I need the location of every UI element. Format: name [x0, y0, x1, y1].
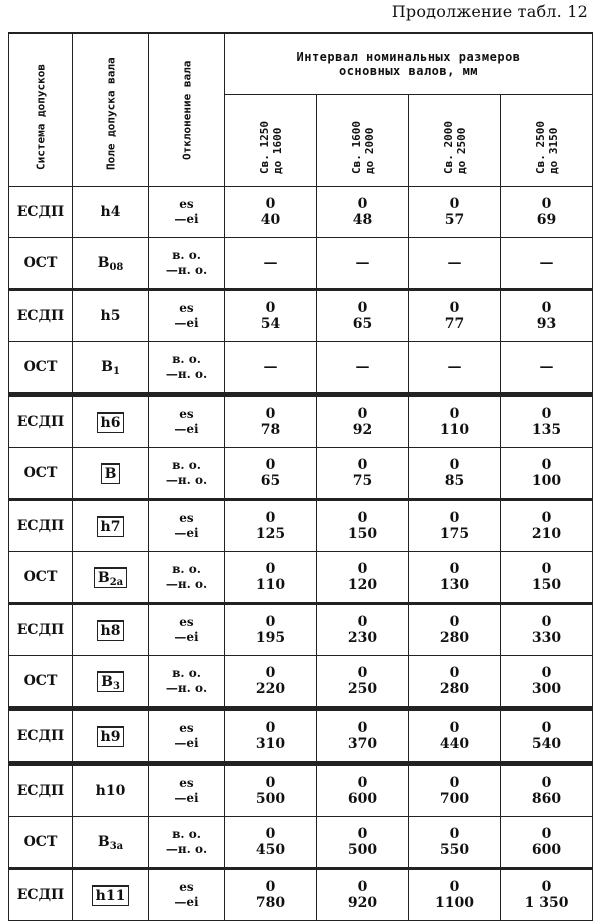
- table-body: [9, 187, 593, 921]
- value-upper: 0: [265, 614, 276, 630]
- value-cell: [317, 869, 409, 921]
- field-cell: [73, 764, 149, 817]
- field-label: h8: [100, 622, 121, 639]
- value-upper: 0: [357, 300, 368, 316]
- value-upper: —: [263, 359, 278, 375]
- value-lower: 110: [439, 422, 470, 438]
- value-cell: [225, 709, 317, 764]
- value-upper: 0: [357, 826, 368, 842]
- value-cell: [317, 817, 409, 869]
- value-upper: 0: [449, 300, 460, 316]
- deviation-cell: [149, 290, 225, 342]
- deviation-upper: в. о.: [172, 352, 201, 366]
- deviation-cell: [149, 764, 225, 817]
- value-upper: 0: [541, 406, 552, 422]
- value-cell: [409, 448, 501, 500]
- value-lower: 300: [531, 681, 562, 697]
- value-upper: 0: [449, 561, 460, 577]
- tolerance-table: [8, 32, 593, 921]
- value-lower: 500: [347, 842, 378, 858]
- value-upper: 0: [357, 614, 368, 630]
- value-upper: 0: [541, 300, 552, 316]
- value-lower: 500: [255, 791, 286, 807]
- value-lower: 550: [439, 842, 470, 858]
- field-cell: [73, 552, 149, 604]
- value-upper: 0: [265, 665, 276, 681]
- value-upper: 0: [357, 720, 368, 736]
- deviation-upper: es: [179, 880, 194, 894]
- value-cell: [501, 817, 593, 869]
- value-upper: 0: [449, 826, 460, 842]
- field-frame: [97, 726, 125, 747]
- deviation-cell: [149, 395, 225, 448]
- value-upper: 0: [541, 879, 552, 895]
- value-cell: [317, 552, 409, 604]
- value-upper: 0: [449, 775, 460, 791]
- value-lower: 600: [531, 842, 562, 858]
- field-label: B: [101, 359, 113, 375]
- deviation-cell: [149, 500, 225, 552]
- field-label: B: [97, 834, 110, 850]
- system-cell: ЕСДП: [9, 187, 73, 238]
- system-cell: ЕСДП: [9, 869, 73, 921]
- value-upper: —: [447, 255, 462, 271]
- value-cell: [317, 290, 409, 342]
- value-upper: 0: [541, 720, 552, 736]
- field-cell: [73, 448, 149, 500]
- value-upper: 0: [449, 406, 460, 422]
- field-cell: [73, 500, 149, 552]
- field-label: B: [101, 673, 113, 690]
- value-upper: 0: [449, 879, 460, 895]
- value-upper: 0: [357, 457, 368, 473]
- table-row: [9, 238, 593, 290]
- value-lower: 40: [260, 212, 281, 228]
- value-lower: 85: [444, 473, 465, 489]
- value-cell: [501, 500, 593, 552]
- value-cell: [409, 500, 501, 552]
- value-lower: 57: [444, 212, 465, 228]
- value-lower: 77: [444, 316, 465, 332]
- value-upper: 0: [541, 826, 552, 842]
- deviation-lower: —н. о.: [165, 263, 208, 277]
- deviation-lower: —ei: [174, 791, 199, 805]
- value-cell: [409, 238, 501, 290]
- value-cell: [409, 187, 501, 238]
- deviation-upper: в. о.: [172, 827, 201, 841]
- value-cell: [317, 656, 409, 709]
- value-upper: —: [539, 359, 554, 375]
- field-label: h5: [100, 308, 121, 324]
- value-cell: [501, 656, 593, 709]
- value-lower: 75: [352, 473, 373, 489]
- table-row: [9, 552, 593, 604]
- table-row: [9, 448, 593, 500]
- field-cell: [73, 342, 149, 395]
- system-cell: ЕСДП: [9, 395, 73, 448]
- value-upper: 0: [357, 196, 368, 212]
- header-range-1: [225, 95, 317, 187]
- value-lower: 135: [531, 422, 562, 438]
- value-cell: [409, 290, 501, 342]
- value-cell: [501, 342, 593, 395]
- field-label: h10: [95, 783, 126, 799]
- field-subscript: 3: [112, 680, 120, 692]
- value-cell: [501, 709, 593, 764]
- value-cell: [409, 764, 501, 817]
- deviation-lower: —ei: [174, 736, 199, 750]
- value-lower: 280: [439, 681, 470, 697]
- value-lower: 920: [347, 895, 378, 911]
- field-frame: [94, 567, 127, 588]
- value-cell: [225, 869, 317, 921]
- value-upper: 0: [541, 510, 552, 526]
- deviation-upper: es: [179, 776, 194, 790]
- value-lower: 110: [255, 577, 286, 593]
- value-lower: 125: [255, 526, 286, 542]
- header-deviation: [149, 33, 225, 187]
- value-upper: 0: [449, 720, 460, 736]
- value-lower: 780: [255, 895, 286, 911]
- value-cell: [225, 817, 317, 869]
- range-label: Св. 1250 до 1600: [257, 120, 284, 174]
- value-upper: 0: [541, 775, 552, 791]
- table-row: [9, 500, 593, 552]
- deviation-lower: —н. о.: [165, 367, 208, 381]
- header-field-label: Поле допуска вала: [104, 57, 117, 170]
- deviation-cell: [149, 187, 225, 238]
- value-upper: 0: [265, 406, 276, 422]
- value-lower: 175: [439, 526, 470, 542]
- value-lower: 65: [260, 473, 281, 489]
- field-label: B: [104, 465, 117, 482]
- field-cell: [73, 656, 149, 709]
- value-cell: [225, 290, 317, 342]
- field-frame: [97, 620, 125, 641]
- value-cell: [317, 604, 409, 656]
- value-cell: [501, 238, 593, 290]
- field-frame: [101, 463, 121, 484]
- deviation-lower: —ei: [174, 422, 199, 436]
- value-cell: [501, 552, 593, 604]
- deviation-upper: es: [179, 407, 194, 421]
- value-cell: [225, 656, 317, 709]
- value-lower: 440: [439, 736, 470, 752]
- value-lower: 370: [347, 736, 378, 752]
- value-lower: 1 350: [524, 895, 569, 911]
- value-lower: 220: [255, 681, 286, 697]
- tolerance-table-container: [8, 32, 592, 911]
- field-subscript: 1: [112, 366, 120, 377]
- system-cell: ОСТ: [9, 552, 73, 604]
- value-cell: [317, 448, 409, 500]
- header-interval-label: Интервал номинальных размеров основных валов, мм: [296, 50, 521, 79]
- value-cell: [225, 448, 317, 500]
- value-upper: 0: [265, 775, 276, 791]
- deviation-upper: es: [179, 301, 194, 315]
- deviation-upper: в. о.: [172, 666, 201, 680]
- value-upper: —: [263, 255, 278, 271]
- value-cell: [409, 656, 501, 709]
- table-row: [9, 187, 593, 238]
- field-cell: [73, 604, 149, 656]
- value-cell: [225, 238, 317, 290]
- table-row: [9, 869, 593, 921]
- value-lower: 540: [531, 736, 562, 752]
- value-upper: 0: [265, 826, 276, 842]
- header-range-4: [501, 95, 593, 187]
- field-cell: [73, 709, 149, 764]
- deviation-cell: [149, 604, 225, 656]
- field-label: B: [97, 569, 110, 586]
- table-row: [9, 290, 593, 342]
- field-label: h7: [100, 518, 121, 535]
- deviation-lower: —ei: [174, 212, 199, 226]
- deviation-cell: [149, 552, 225, 604]
- system-cell: ЕСДП: [9, 604, 73, 656]
- deviation-cell: [149, 869, 225, 921]
- value-cell: [225, 500, 317, 552]
- value-cell: [317, 395, 409, 448]
- value-upper: 0: [265, 457, 276, 473]
- field-subscript: 3a: [109, 841, 124, 852]
- value-cell: [501, 395, 593, 448]
- field-cell: [73, 395, 149, 448]
- value-cell: [409, 817, 501, 869]
- header-system-label: Система допусков: [34, 64, 47, 170]
- table-row: [9, 656, 593, 709]
- value-cell: [317, 500, 409, 552]
- value-lower: 150: [531, 577, 562, 593]
- value-upper: 0: [265, 720, 276, 736]
- deviation-cell: [149, 238, 225, 290]
- deviation-upper: es: [179, 721, 194, 735]
- value-lower: 1100: [435, 895, 474, 911]
- value-upper: 0: [541, 196, 552, 212]
- value-upper: 0: [265, 879, 276, 895]
- value-upper: 0: [541, 665, 552, 681]
- value-lower: 54: [260, 316, 281, 332]
- value-cell: [409, 395, 501, 448]
- range-label: Св. 2000 до 2500: [441, 120, 468, 174]
- value-lower: 600: [347, 791, 378, 807]
- system-cell: ОСТ: [9, 817, 73, 869]
- field-frame: [97, 516, 125, 537]
- value-lower: 48: [352, 212, 373, 228]
- field-frame: [97, 412, 125, 433]
- value-upper: 0: [357, 510, 368, 526]
- deviation-upper: es: [179, 197, 194, 211]
- value-lower: 69: [536, 212, 557, 228]
- value-upper: 0: [449, 510, 460, 526]
- value-lower: 130: [439, 577, 470, 593]
- field-label: B: [97, 255, 110, 271]
- system-cell: ЕСДП: [9, 709, 73, 764]
- value-lower: 93: [536, 316, 557, 332]
- value-upper: 0: [265, 561, 276, 577]
- deviation-cell: [149, 342, 225, 395]
- header-interval: [225, 33, 593, 95]
- value-upper: 0: [449, 614, 460, 630]
- value-lower: 310: [255, 736, 286, 752]
- header-range-3: [409, 95, 501, 187]
- value-cell: [317, 764, 409, 817]
- value-upper: 0: [265, 510, 276, 526]
- value-lower: 210: [531, 526, 562, 542]
- value-upper: —: [539, 255, 554, 271]
- value-cell: [501, 764, 593, 817]
- field-cell: [73, 187, 149, 238]
- value-upper: —: [355, 359, 370, 375]
- value-lower: 92: [352, 422, 373, 438]
- table-row: [9, 817, 593, 869]
- value-cell: [409, 869, 501, 921]
- value-lower: 78: [260, 422, 281, 438]
- header-field: [73, 33, 149, 187]
- system-cell: ОСТ: [9, 342, 73, 395]
- deviation-upper: es: [179, 511, 194, 525]
- value-upper: —: [447, 359, 462, 375]
- value-cell: [317, 187, 409, 238]
- value-cell: [225, 764, 317, 817]
- deviation-upper: в. о.: [172, 562, 201, 576]
- value-cell: [317, 709, 409, 764]
- value-cell: [317, 342, 409, 395]
- value-cell: [225, 395, 317, 448]
- deviation-cell: [149, 448, 225, 500]
- header-system: [9, 33, 73, 187]
- value-lower: 150: [347, 526, 378, 542]
- header-range-2: [317, 95, 409, 187]
- value-cell: [501, 604, 593, 656]
- value-lower: 120: [347, 577, 378, 593]
- value-upper: 0: [449, 665, 460, 681]
- value-cell: [501, 869, 593, 921]
- value-cell: [501, 448, 593, 500]
- field-label: h9: [100, 728, 121, 745]
- deviation-upper: es: [179, 615, 194, 629]
- deviation-lower: —ei: [174, 316, 199, 330]
- field-frame: [92, 885, 130, 906]
- deviation-lower: —н. о.: [165, 681, 208, 695]
- field-cell: [73, 238, 149, 290]
- deviation-lower: —н. о.: [165, 842, 208, 856]
- field-subscript: 2a: [109, 576, 124, 588]
- value-upper: 0: [449, 196, 460, 212]
- system-cell: ОСТ: [9, 656, 73, 709]
- value-upper: 0: [265, 300, 276, 316]
- table-row: [9, 604, 593, 656]
- value-lower: 700: [439, 791, 470, 807]
- table-row: [9, 395, 593, 448]
- value-cell: [225, 552, 317, 604]
- value-lower: 450: [255, 842, 286, 858]
- value-upper: 0: [541, 614, 552, 630]
- deviation-upper: в. о.: [172, 248, 201, 262]
- value-cell: [317, 238, 409, 290]
- value-lower: 100: [531, 473, 562, 489]
- value-lower: 195: [255, 630, 286, 646]
- system-cell: ОСТ: [9, 448, 73, 500]
- value-upper: 0: [357, 561, 368, 577]
- range-label: Св. 2500 до 3150: [533, 120, 560, 174]
- deviation-lower: —н. о.: [165, 473, 208, 487]
- value-upper: 0: [449, 457, 460, 473]
- value-upper: 0: [357, 879, 368, 895]
- system-cell: ЕСДП: [9, 290, 73, 342]
- table-row: [9, 709, 593, 764]
- deviation-lower: —ei: [174, 526, 199, 540]
- field-subscript: 08: [109, 262, 124, 273]
- field-cell: [73, 817, 149, 869]
- system-cell: ЕСДП: [9, 500, 73, 552]
- value-upper: 0: [265, 196, 276, 212]
- value-cell: [225, 604, 317, 656]
- value-cell: [225, 187, 317, 238]
- deviation-cell: [149, 709, 225, 764]
- deviation-lower: —н. о.: [165, 577, 208, 591]
- value-cell: [501, 187, 593, 238]
- field-cell: [73, 869, 149, 921]
- field-label: h6: [100, 414, 121, 431]
- value-upper: —: [355, 255, 370, 271]
- value-upper: 0: [357, 665, 368, 681]
- value-cell: [225, 342, 317, 395]
- value-cell: [409, 604, 501, 656]
- value-lower: 280: [439, 630, 470, 646]
- deviation-lower: —ei: [174, 630, 199, 644]
- value-lower: 860: [531, 791, 562, 807]
- value-upper: 0: [357, 406, 368, 422]
- field-cell: [73, 290, 149, 342]
- table-row: [9, 342, 593, 395]
- value-lower: 65: [352, 316, 373, 332]
- deviation-cell: [149, 817, 225, 869]
- deviation-upper: в. о.: [172, 458, 201, 472]
- header-deviation-label: Отклонение вала: [180, 60, 193, 160]
- deviation-lower: —ei: [174, 895, 199, 909]
- deviation-cell: [149, 656, 225, 709]
- value-lower: 230: [347, 630, 378, 646]
- field-label: h11: [95, 887, 126, 904]
- field-label: h4: [100, 204, 121, 220]
- system-cell: ОСТ: [9, 238, 73, 290]
- table-row: [9, 764, 593, 817]
- value-cell: [409, 552, 501, 604]
- system-cell: ЕСДП: [9, 764, 73, 817]
- field-frame: [97, 671, 124, 692]
- value-cell: [409, 709, 501, 764]
- value-upper: 0: [541, 561, 552, 577]
- range-label: Св. 1600 до 2000: [349, 120, 376, 174]
- value-cell: [409, 342, 501, 395]
- value-upper: 0: [357, 775, 368, 791]
- table-caption: Продолжение табл. 12: [391, 2, 588, 21]
- value-cell: [501, 290, 593, 342]
- value-lower: 250: [347, 681, 378, 697]
- value-lower: 330: [531, 630, 562, 646]
- value-upper: 0: [541, 457, 552, 473]
